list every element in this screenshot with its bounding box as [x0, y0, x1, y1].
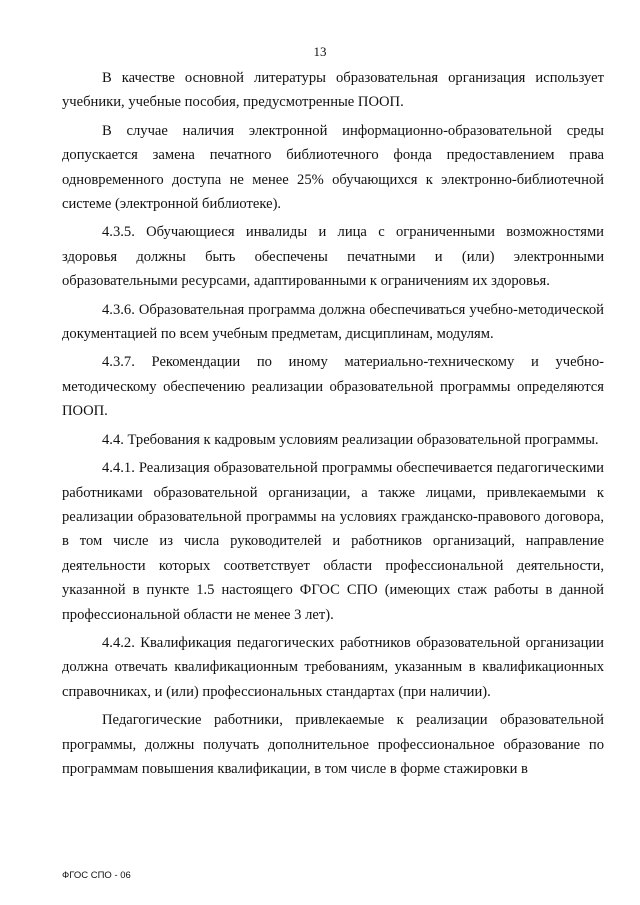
paragraph-4-4: 4.4. Требования к кадровым условиям реализации образовательной программы. [102, 431, 599, 448]
body-text [62, 66, 604, 785]
paragraph-teachers-training: Педагогические работники, привлекаемые к реализации образовательной программы, должны получать дополнительное профессиональное образование по программам повышения квалификации, в том числе в форме стажировки в [62, 712, 604, 777]
paragraph-4-3-6: 4.3.6. Образовательная программа должна обеспечиваться учебно-методической документацией по всем учебным предметам, дисциплинам, модулям. [62, 301, 604, 343]
paragraph-electronic-environment: В случае наличия электронной информационно-образовательной среды допускается замена печатного библиотечного фонда предоставлением права одновременного доступа не менее 25% обучающихся к электронно-библиотечной системе (электронной библиотеке). [62, 122, 604, 213]
paragraph-4-4-2: 4.4.2. Квалификация педагогических работников образовательной организации должна отвечать квалификационным требованиям, указанным в квалификационных справочниках, и (или) профессиональных стандартах (при наличии). [62, 634, 604, 700]
paragraph-main-literature: В качестве основной литературы образовательная организация использует учебники, учебные пособия, предусмотренные ПООП. [62, 70, 604, 111]
paragraph-4-4-1: 4.4.1. Реализация образовательной программы обеспечивается педагогическими работниками образовательной организации, а также лицами, привлекаемыми к реализации образовательной программы на условиях гражданско-правового договора, в том числе из числа руководителей и работников организаций, направление деятельности которых соответствует области профессиональной деятельности, указанной в пункте 1.5 настоящего ФГОС СПО (имеющих стаж работы в данной профессиональной области не менее 3 лет). [62, 460, 604, 623]
page-number: 13 [313, 44, 327, 59]
paragraph-4-3-7: 4.3.7. Рекомендации по иному материально-техническому и учебно-методическому обеспечению реализации образовательной программы определяются ПООП. [62, 354, 604, 420]
footer-label: ФГОС СПО - 06 [62, 870, 131, 881]
paragraph-4-3-5: 4.3.5. Обучающиеся инвалиды и лица с ограниченными возможностями здоровья должны быть обеспечены печатными и (или) электронными образовательными ресурсами, адаптированными к ограничениям их здоровья. [62, 224, 604, 290]
